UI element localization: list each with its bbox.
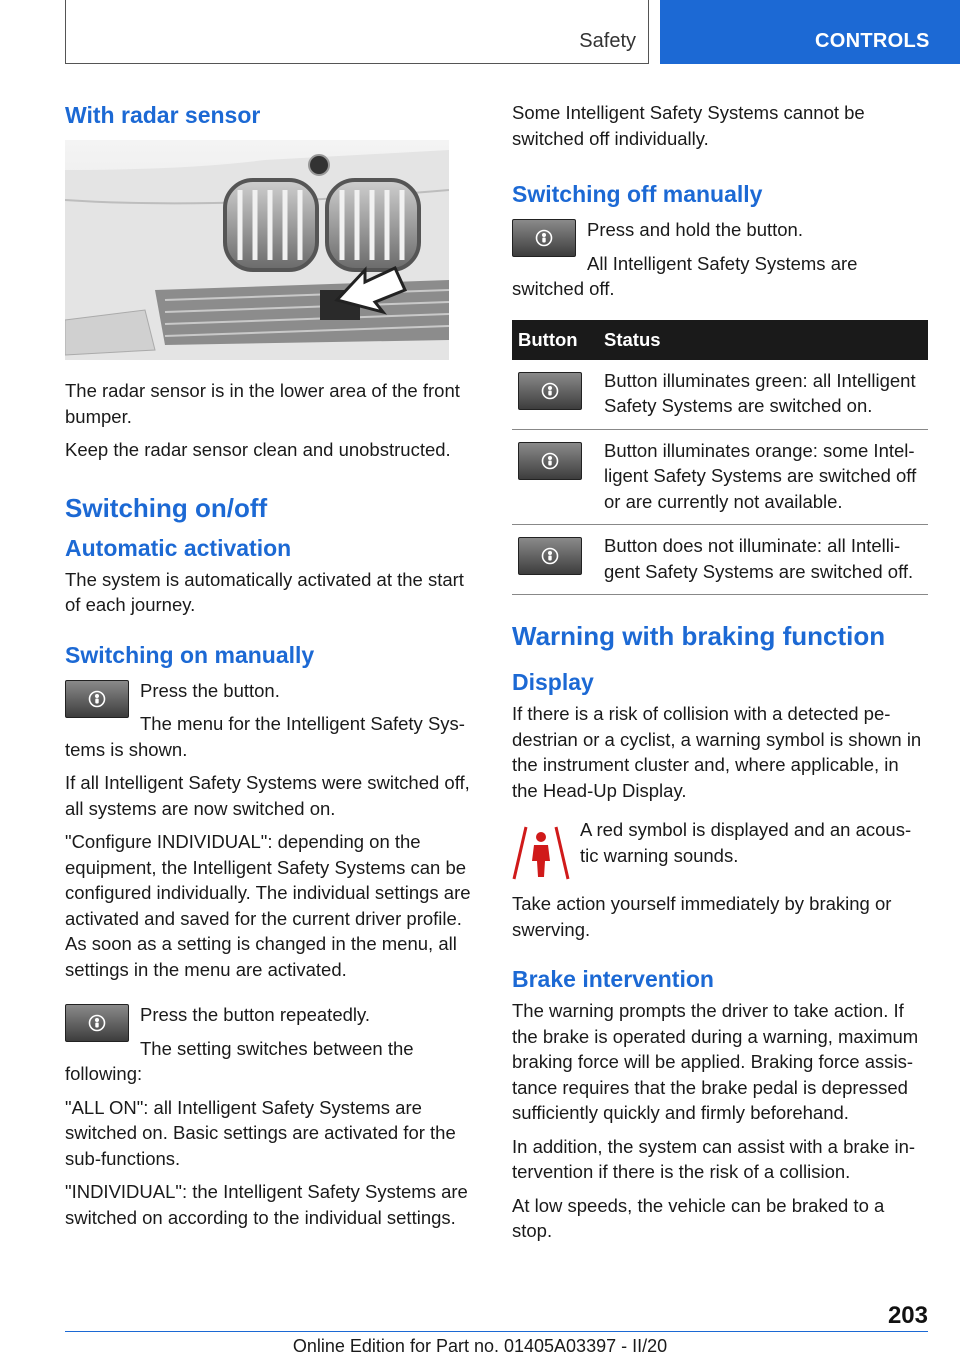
repeat-all-on-text: "ALL ON": all Intelligent Safety Systems are switched on. Basic settings are activated for the sub-functions. bbox=[65, 1096, 456, 1169]
manual-on-menu-text: The menu for the Intelligent Safety Sys‐tems is shown. bbox=[65, 713, 465, 760]
safety-button-icon-off-state bbox=[518, 537, 582, 575]
safety-button-icon-repeat bbox=[65, 1004, 129, 1042]
manual-off-result-text: All Intelligent Safety Systems are switched off. bbox=[512, 252, 858, 299]
display-text: If there is a risk of collision with a detected pe‐destrian or a cyclist, a warning symbol is shown in the instrument cluster and, where applicable, in the Head-Up Display. bbox=[512, 703, 922, 801]
repeat-press-text: Press the button repeatedly. bbox=[140, 1004, 371, 1025]
radar-sensor-heading: With radar sensor bbox=[65, 102, 261, 128]
pedestrian-warning-symbol bbox=[512, 821, 570, 881]
button-status-table bbox=[512, 320, 928, 596]
manual-on-all-text: If all Intelligent Safety Systems were switched off, all systems are now switched on. bbox=[65, 772, 470, 819]
car-front-illustration bbox=[65, 140, 449, 360]
manual-on-press-text: Press the button. bbox=[140, 679, 280, 701]
header-section-title: Safety bbox=[579, 30, 636, 52]
manual-on-configure-text: "Configure INDIVIDUAL": depending on the equipment, the Intelligent Safety Systems can be configured individually. The individual settings are activated and saved for the current driver profile. As soon as a setting is changed in the menu, all settings in the menu are activated. bbox=[65, 831, 471, 980]
action-text: Take action yourself immediately by braking or swerving. bbox=[512, 893, 892, 940]
safety-systems-icon bbox=[540, 451, 560, 471]
header-section-box bbox=[65, 0, 649, 64]
safety-button-icon-green bbox=[518, 372, 582, 410]
footer-divider bbox=[65, 1331, 928, 1332]
manual-on-heading: Switching on manually bbox=[65, 641, 315, 668]
red-symbol-text: A red symbol is displayed and an acous‐tic warning sounds. bbox=[580, 819, 912, 866]
header-chapter-tab bbox=[660, 0, 960, 64]
brake-intervention-heading: Brake intervention bbox=[512, 966, 714, 992]
safety-button-icon-orange bbox=[518, 442, 582, 480]
radar-clean-text: Keep the radar sensor clean and unobstructed. bbox=[65, 439, 451, 460]
switching-heading: Switching on/off bbox=[65, 492, 268, 523]
safety-systems-icon bbox=[540, 546, 560, 566]
repeat-individual-text: "INDIVIDUAL": the Intelligent Safety Systems are switched on according to the individual settings. bbox=[65, 1181, 468, 1228]
safety-systems-icon bbox=[87, 689, 107, 709]
page-number: 203 bbox=[887, 1302, 928, 1329]
table-row bbox=[512, 429, 928, 525]
header-chapter-label: CONTROLS bbox=[815, 30, 930, 52]
brake-assist-text: In addition, the system can assist with a brake in‐tervention if there is the risk of a collision. bbox=[512, 1135, 916, 1182]
brake-low-speed-text: At low speeds, the vehicle can be braked to a stop. bbox=[512, 1194, 885, 1241]
front-bumper-photo bbox=[65, 140, 449, 360]
brake-warning-text: The warning prompts the driver to take action. If the brake is operated during a warning, maximum braking force will be applied. Braking force assis‐tance requires that the brake pedal is depressed sufficiently quickly and firmly beforehand. bbox=[512, 1000, 919, 1123]
repeat-switches-text: The setting switches between the following: bbox=[65, 1037, 414, 1084]
safety-systems-icon bbox=[534, 228, 554, 248]
safety-button-icon bbox=[65, 680, 129, 718]
auto-activation-text: The system is automatically activated at the start of each journey. bbox=[65, 568, 464, 615]
footer-edition: Online Edition for Part no. 01405A03397 - II/20 bbox=[292, 1336, 668, 1356]
safety-button-icon-off bbox=[512, 219, 576, 257]
table-header-button: Button bbox=[512, 320, 598, 360]
manual-off-heading: Switching off manually bbox=[512, 181, 763, 207]
display-heading: Display bbox=[512, 669, 594, 695]
status-text: Button illuminates orange: some Intel‐ligent Safety Systems are switched off or are currently not available. bbox=[598, 429, 928, 525]
left-column bbox=[65, 100, 480, 1238]
warning-heading: Warning with braking function bbox=[512, 621, 886, 651]
status-text: Button illuminates green: all Intelligent Safety Systems are switched on. bbox=[598, 360, 928, 430]
pedestrian-warning-icon bbox=[512, 821, 570, 881]
safety-systems-icon bbox=[87, 1013, 107, 1033]
table-header-status: Status bbox=[598, 320, 928, 360]
table-row bbox=[512, 525, 928, 595]
right-column bbox=[512, 100, 928, 1252]
safety-systems-icon bbox=[540, 381, 560, 401]
table-row bbox=[512, 360, 928, 430]
intro-text: Some Intelligent Safety Systems cannot be switched off individually. bbox=[512, 102, 865, 149]
auto-activation-heading: Automatic activation bbox=[65, 534, 292, 561]
radar-location-text: The radar sensor is in the lower area of the front bumper. bbox=[65, 380, 460, 427]
manual-off-press-text: Press and hold the button. bbox=[587, 219, 803, 240]
status-text: Button does not illuminate: all Intelli‐gent Safety Systems are switched off. bbox=[598, 525, 928, 595]
